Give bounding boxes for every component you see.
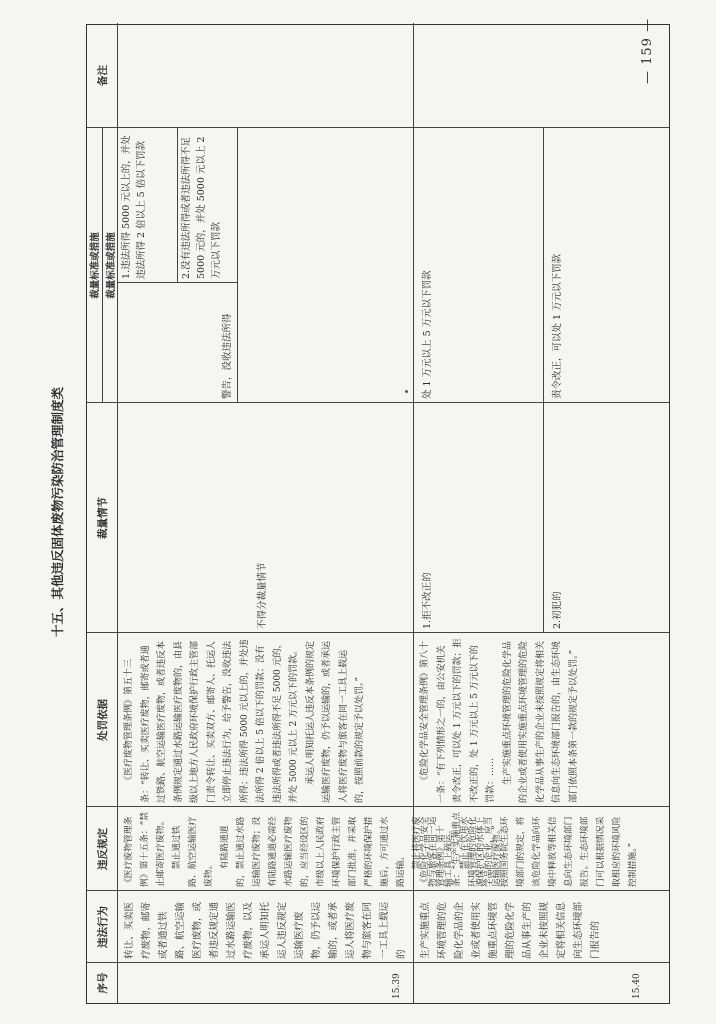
row-circumstance: 2.初犯的: [552, 591, 563, 629]
row-behavior: 转让、买卖医疗废物，邮寄或者通过铁路、航空运输医疗废物，或者违反规定通过水路运输医疗废物，以及承运人明知托运人违反规定运输医疗废物，仍予以运输的，或者承运人将医疗废物与旅客在同一工具上载运的: [124, 901, 407, 959]
scan-speck: [405, 390, 408, 393]
header-seq: 序号: [97, 972, 109, 994]
row-standard: 处 1 万元以上 5 万元以下罚款: [422, 270, 433, 399]
row-circumstance: 不得分裁量情节: [257, 562, 268, 629]
row-standard: 责令改正，可以处 1 万元以下罚款: [552, 253, 563, 399]
row-standard-item: 2.没有违法所得或者违法所得不足 5000 元的，并处 5000 元以上 2 万元以下罚款: [181, 136, 222, 279]
row-basis: [119, 633, 413, 807]
table-title: 十五、其他违反固体废物污染防治管理制度类: [50, 387, 65, 638]
row-subdivider: [543, 128, 544, 633]
row-provision: 《危险化学品安全管理条例》第十条：“生产实施重点环境管理的危险化学品的企业，应当按照国务院生态环境部门的规定，将该危险化学品向环境中释放等相关信息向生态环境部门报告。生态环境部门可以根据情况采取相应的环境风险控制措施。”: [420, 812, 638, 887]
column-divider: [87, 402, 669, 403]
row-behavior: 生产实施重点环境管理的危险化学品的企业或者使用实施重点环境管理的危险化学品从事生产的企业未按照规定将相关信息向生态环境部门报告的: [420, 901, 601, 959]
row-basis: [415, 633, 671, 807]
header-circumstance: 裁量情节: [97, 497, 109, 539]
basis-paragraph: 生产实施重点环境管理的危险化学品的企业或者使用实施重点环境管理的危险化学品从事生产的企业未按照规定将相关信息向生态环境部门报告的，由生态环境部门依照本条第一款的规定予以处罚。”: [502, 640, 579, 803]
basis-paragraph: 《医疗废物管理条例》第五十三条：“转让、买卖医疗废物，邮寄或者通过铁路、航空运输医疗废物，或者违反本条例规定通过水路运输医疗废物的，由县级以上地方人民政府环境保护行政主管部门责令转让、买卖双方、邮寄人、托运人立即停止违法行为，给予警告，没收违法所得；违法所得 5000 元以上的，并处违法所得 2 倍以上 5 倍以下的罚款；没有违法所得或者违法所得不足 5000 元的，并处 5000 元以上 2 万元以下的罚款。: [124, 639, 299, 803]
row-circumstance: 1.拒不改正的: [422, 572, 433, 629]
basis-paragraph: 《危险化学品安全管理条例》第八十一条：“有下列情形之一的，由公安机关责令改正，可以处 1 万元以下的罚款；拒不改正的，处 1 万元以上 5 万元以下的罚款：……: [420, 638, 496, 803]
header-remarks: 备注: [97, 65, 109, 86]
provision-line: 禁止将医疗废物与旅客在同一运输工具上载运。: [412, 816, 454, 887]
row-provision: [119, 807, 502, 891]
header-behavior: 违法行为: [97, 906, 109, 948]
header-standard: 裁量标准或措施: [106, 232, 117, 299]
header-basis: 处罚依据: [97, 699, 109, 741]
row-standard-item: 1.违法所得 5000 元以上的，并处违法所得 2 倍以上 5 倍以下罚款: [121, 135, 147, 279]
regulation-table: [86, 24, 670, 1004]
header-discretion-group: 裁量标准或措施: [90, 232, 101, 299]
row-remarks: [415, 23, 419, 128]
provision-title: 《医疗废物管理条例》第十五条：“禁止邮寄医疗废物。: [124, 812, 166, 887]
header-provision: 违反规定: [97, 828, 109, 870]
provision-line: 禁止在饮用水源保护区的水体上运输医疗废物。”: [460, 816, 502, 887]
row-remarks: [119, 23, 123, 128]
row-seq: 15.40: [632, 973, 642, 999]
page-number: — 159 —: [640, 17, 655, 84]
row-seq: 15.39: [392, 973, 402, 999]
row-standard-base: 警告，没收违法所得: [222, 313, 233, 399]
basis-paragraph: 承运人明知托运人违反本条例的规定运输医疗废物，仍予以运输的，或者承运人将医疗废物与旅客在同一工具上载运的，按照前款的规定予以处罚。”: [305, 640, 365, 803]
provision-line: 有陆路通道的，禁止通过水路运输医疗废物；没有陆路通道必需经水路运输医疗废物的，应当经设区的市级以上人民政府环境保护行政主管部门批准，并采取严格的环境保护措施后，方可通过水路运输。: [220, 816, 406, 887]
provision-line: 禁止通过铁路、航空运输医疗废物。: [172, 816, 214, 887]
